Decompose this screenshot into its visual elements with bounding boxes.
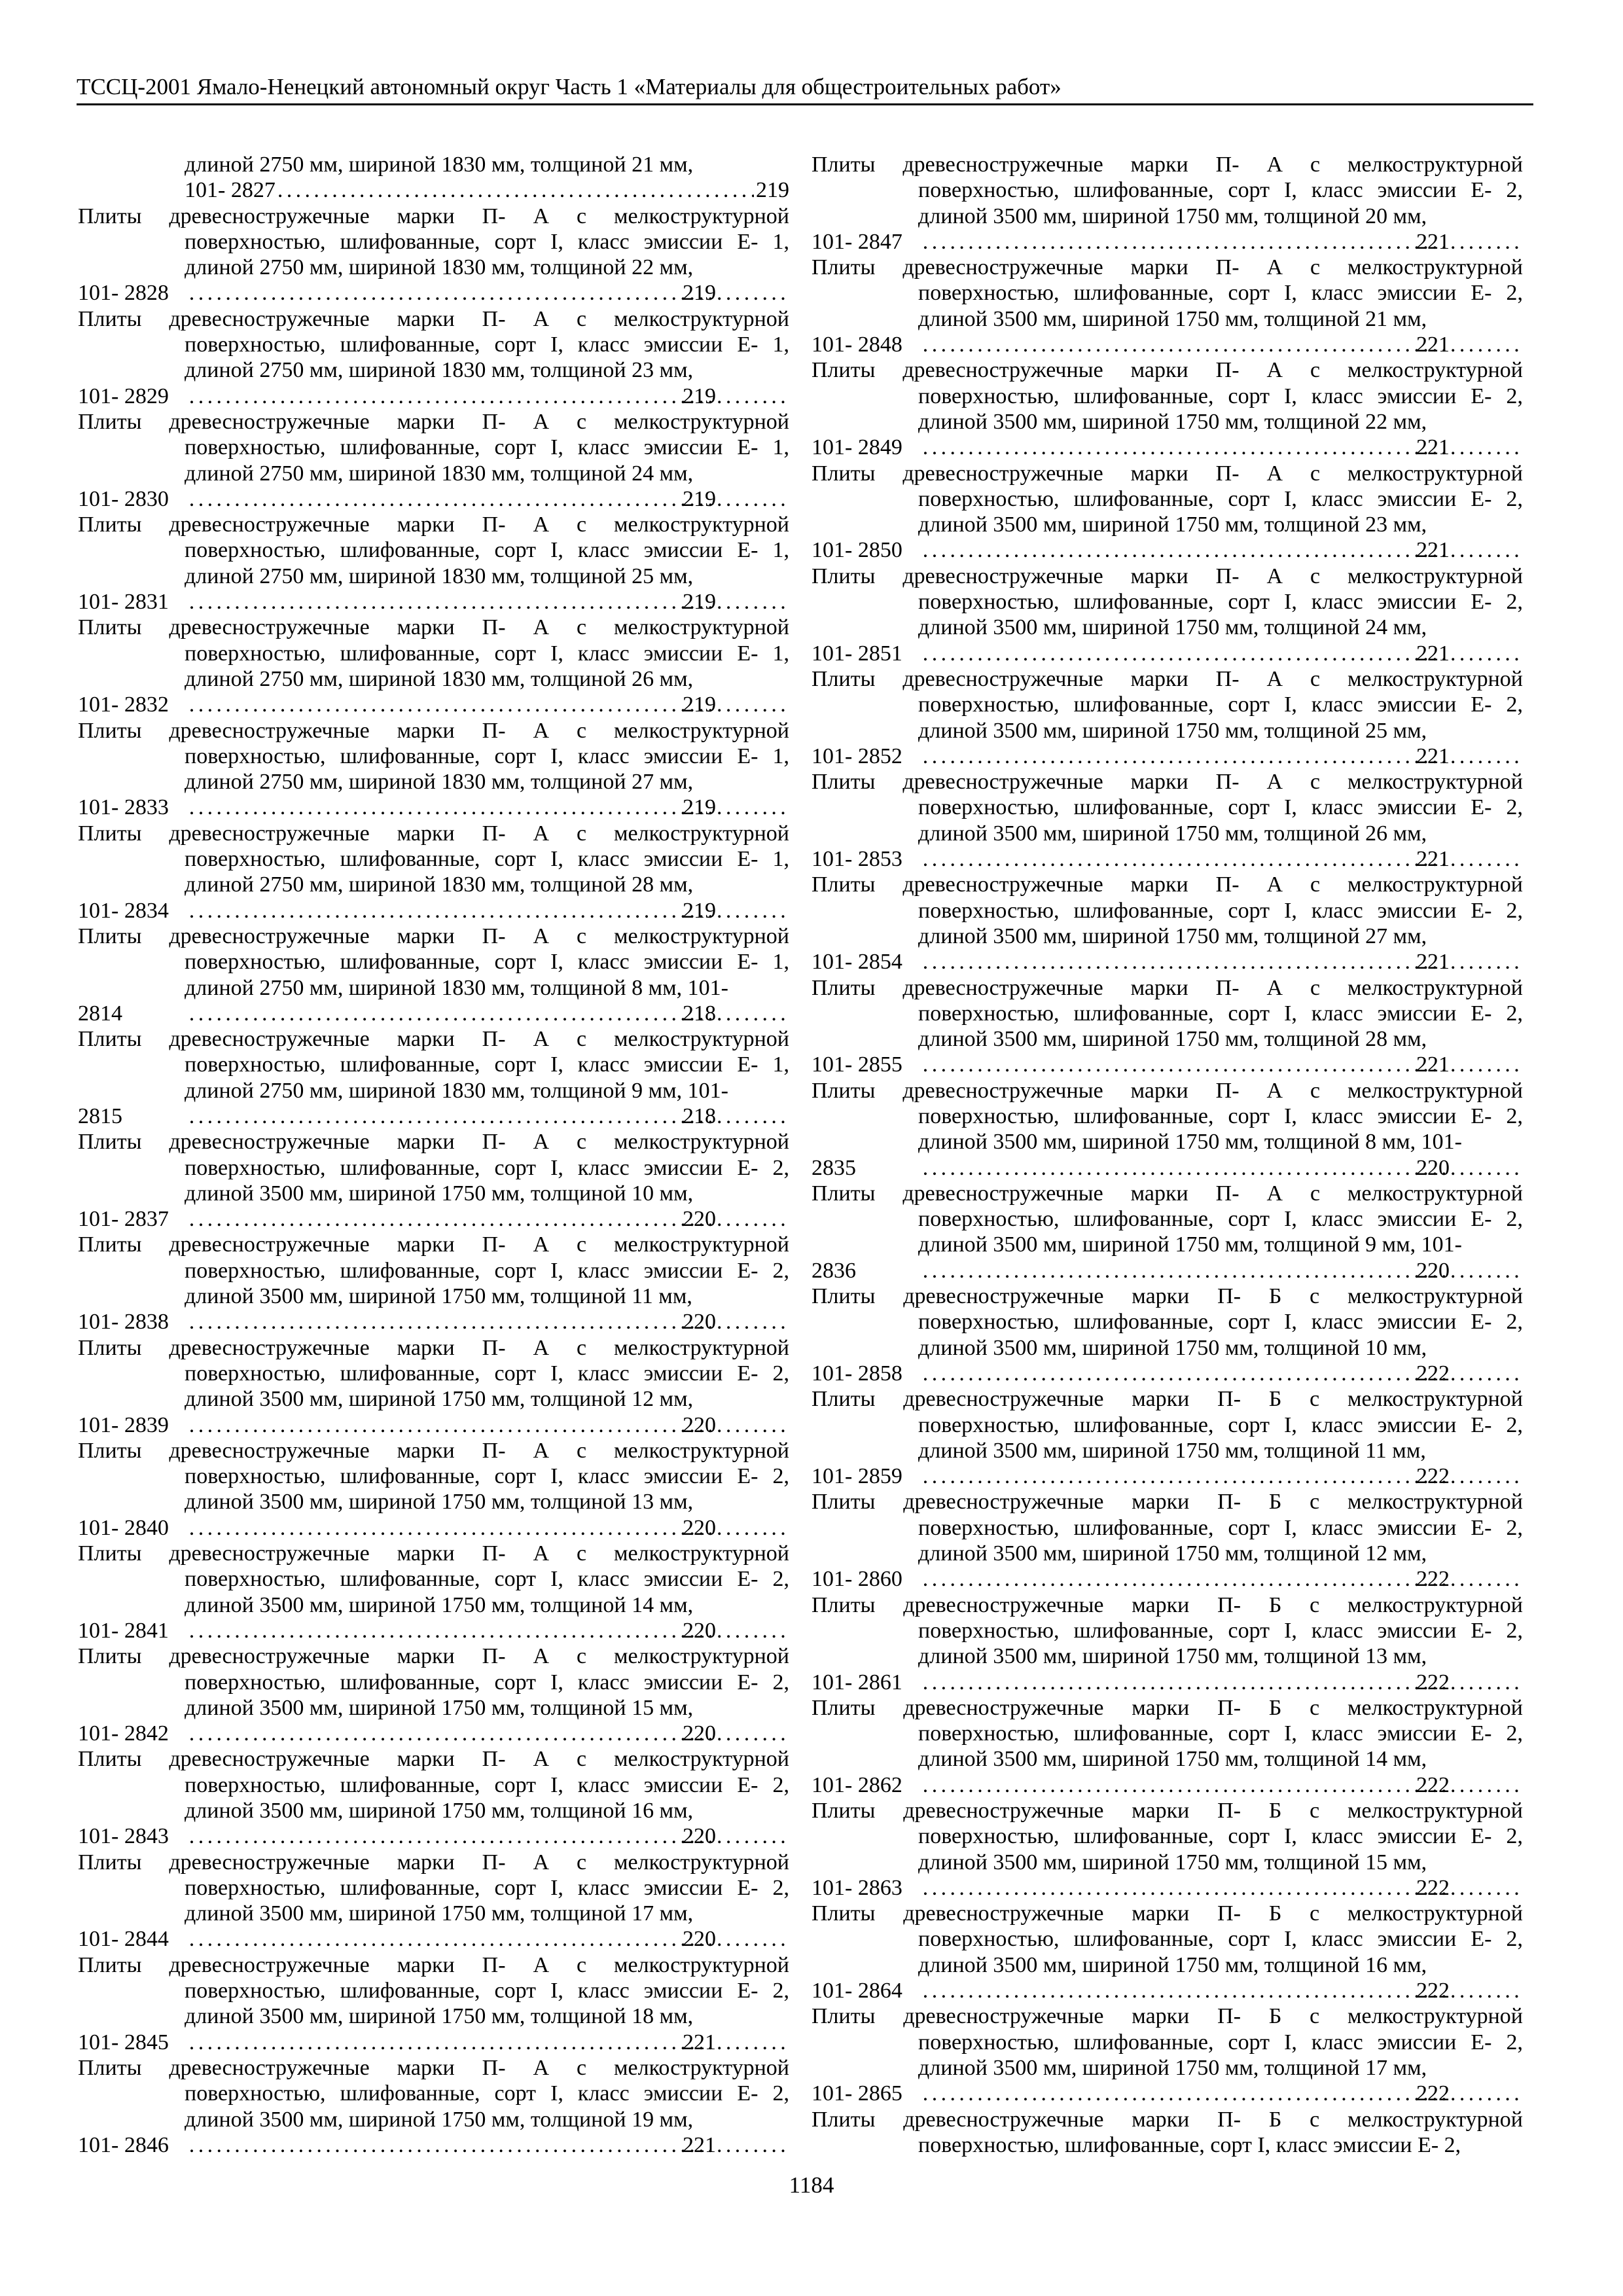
entry-reference-line: 101- 2832 ..... 219 <box>185 692 789 717</box>
entry-description: Плиты древесностружечные марки П- А с мелкоструктурной поверхностью, шлифованные, сорт I, класс эмиссии Е- 2, длиной 3500 мм, шириной 1750 мм, толщиной 28 мм, <box>812 975 1523 1052</box>
entry-description: Плиты древесностружечные марки П- А с мелкоструктурной поверхностью, шлифованные, сорт I, класс эмиссии Е- 2, длиной 3500 мм, шириной 1750 мм, толщиной 16 мм, <box>78 1747 789 1823</box>
entry-reference-line: 101- 2839 ..... 220 <box>185 1412 789 1438</box>
index-entry <box>78 1850 789 1952</box>
index-entry <box>78 2055 789 2158</box>
page-number: 1184 <box>789 2172 834 2198</box>
entry-description: Плиты древесностружечные марки П- Б с мелкоструктурной поверхностью, шлифованные, сорт I, класс эмиссии Е- 2, длиной 3500 мм, шириной 1750 мм, толщиной 17 мм, <box>812 2004 1523 2080</box>
entry-description: Плиты древесностружечные марки П- А с мелкоструктурной поверхностью, шлифованные, сорт I, класс эмиссии Е- 2, длиной 3500 мм, шириной 1750 мм, толщиной 18 мм, <box>78 1952 789 2029</box>
entry-reference-line: 101- 2849 ..... 221 <box>918 435 1523 460</box>
entry-reference-line: 101- 2863 ..... 222 <box>918 1875 1523 1901</box>
entry-reference-line: 101- 2864 ..... 222 <box>918 1978 1523 2003</box>
entry-reference-line: 101- 2844 ..... 220 <box>185 1926 789 1952</box>
entry-description: Плиты древесностружечные марки П- А с мелкоструктурной поверхностью, шлифованные, сорт I, класс эмиссии Е- 1, длиной 2750 мм, шириной 1830 мм, толщиной 27 мм, <box>78 718 789 795</box>
index-entry <box>812 1386 1523 1489</box>
index-entry <box>812 1798 1523 1901</box>
index-entry <box>812 1695 1523 1798</box>
entry-reference-line: 101- 2854 ..... 221 <box>918 949 1523 975</box>
entry-description: Плиты древесностружечные марки П- А с мелкоструктурной поверхностью, шлифованные, сорт I, класс эмиссии Е- 2, длиной 3500 мм, шириной 1750 мм, толщиной 11 мм, <box>78 1232 789 1309</box>
entry-description: Плиты древесностружечные марки П- А с мелкоструктурной поверхностью, шлифованные, сорт I, класс эмиссии Е- 2, длиной 3500 мм, шириной 1750 мм, толщиной 10 мм, <box>78 1130 789 1206</box>
index-column-right <box>812 152 1523 2158</box>
entry-description: Плиты древесностружечные марки П- Б с мелкоструктурной поверхностью, шлифованные, сорт I, класс эмиссии Е- 2, <box>812 2107 1523 2157</box>
entry-reference-line: 101- 2852 ..... 221 <box>918 744 1523 769</box>
entry-reference-line: 101- 2851 ..... 221 <box>918 641 1523 666</box>
index-entry <box>812 2003 1523 2106</box>
index-entry <box>812 872 1523 975</box>
entry-description: Плиты древесностружечные марки П- А с мелкоструктурной поверхностью, шлифованные, сорт I, класс эмиссии Е- 2, длиной 3500 мм, шириной 1750 мм, толщиной 14 мм, <box>78 1541 789 1617</box>
index-entry <box>812 1181 1523 1283</box>
entry-description: Плиты древесностружечные марки П- А с мелкоструктурной поверхностью, шлифованные, сорт I, класс эмиссии Е- 1, длиной 2750 мм, шириной 1830 мм, толщиной 23 мм, <box>78 306 789 383</box>
index-entry <box>78 152 789 204</box>
entry-description: Плиты древесностружечные марки П- А с мелкоструктурной поверхностью, шлифованные, сорт I, класс эмиссии Е- 2, длиной 3500 мм, шириной 1750 мм, толщиной 8 мм, 101- <box>812 1078 1523 1155</box>
entry-reference-line: 101- 2846 ..... 221 <box>185 2132 789 2158</box>
entry-description: Плиты древесностружечные марки П- А с мелкоструктурной поверхностью, шлифованные, сорт I, класс эмиссии Е- 2, длиной 3500 мм, шириной 1750 мм, толщиной 9 мм, 101- <box>812 1181 1523 1257</box>
entry-reference-line: 101- 2838 ..... 220 <box>185 1309 789 1335</box>
entry-code: 101- 2827 <box>185 178 276 203</box>
entry-reference-line: 101- 2859 ..... 222 <box>918 1463 1523 1489</box>
index-entry <box>812 1901 1523 2003</box>
index-entry <box>78 718 789 821</box>
entry-reference-line: 2815 ..... 218 <box>185 1103 789 1129</box>
index-entry <box>812 666 1523 769</box>
entry-description: Плиты древесностружечные марки П- А с мелкоструктурной поверхностью, шлифованные, сорт I, класс эмиссии Е- 1, длиной 2750 мм, шириной 1830 мм, толщиной 22 мм, <box>78 204 789 280</box>
entry-reference-line: 2835 ..... 220 <box>918 1155 1523 1181</box>
index-entry <box>812 564 1523 666</box>
entry-description: Плиты древесностружечные марки П- А с мелкоструктурной поверхностью, шлифованные, сорт I, класс эмиссии Е- 2, длиной 3500 мм, шириной 1750 мм, толщиной 12 мм, <box>78 1335 789 1412</box>
entry-description: Плиты древесностружечные марки П- А с мелкоструктурной поверхностью, шлифованные, сорт I, класс эмиссии Е- 2, длиной 3500 мм, шириной 1750 мм, толщиной 17 мм, <box>78 1850 789 1926</box>
index-entry <box>812 2107 1523 2159</box>
entry-reference-line: 101- 2853 ..... 221 <box>918 846 1523 872</box>
running-header: ТССЦ-2001 Ямало-Ненецкий автономный округ Часть 1 «Материалы для общестроительных работ» <box>77 73 1533 105</box>
entry-reference-line: 101- 2841 ..... 220 <box>185 1618 789 1643</box>
entry-description: Плиты древесностружечные марки П- Б с мелкоструктурной поверхностью, шлифованные, сорт I, класс эмиссии Е- 2, длиной 3500 мм, шириной 1750 мм, толщиной 12 мм, <box>812 1490 1523 1566</box>
entry-description: длиной 2750 мм, шириной 1830 мм, толщиной 21 мм, <box>185 152 694 177</box>
entry-description: Плиты древесностружечные марки П- А с мелкоструктурной поверхностью, шлифованные, сорт I, класс эмиссии Е- 1, длиной 2750 мм, шириной 1830 мм, толщиной 24 мм, <box>78 409 789 486</box>
index-entry <box>812 1283 1523 1386</box>
index-entry <box>78 1643 789 1746</box>
entry-reference-line: 101- 2847 ..... 221 <box>918 229 1523 255</box>
index-entry <box>812 255 1523 357</box>
index-entry <box>78 1026 789 1129</box>
index-entry <box>812 1078 1523 1181</box>
entry-reference-line: 101- 2842 ..... 220 <box>185 1721 789 1746</box>
entry-reference-line <box>185 177 789 203</box>
index-entry <box>78 1952 789 2055</box>
index-entry <box>78 1438 789 1541</box>
entry-description: Плиты древесностружечные марки П- А с мелкоструктурной поверхностью, шлифованные, сорт I, класс эмиссии Е- 1, длиной 2750 мм, шириной 1830 мм, толщиной 9 мм, 101- <box>78 1027 789 1103</box>
index-entry <box>78 1335 789 1438</box>
index-entry <box>78 924 789 1026</box>
entry-reference-line: 101- 2848 ..... 221 <box>918 332 1523 357</box>
entry-description: Плиты древесностружечные марки П- Б с мелкоструктурной поверхностью, шлифованные, сорт I, класс эмиссии Е- 2, длиной 3500 мм, шириной 1750 мм, толщиной 13 мм, <box>812 1592 1523 1669</box>
entry-description: Плиты древесностружечные марки П- А с мелкоструктурной поверхностью, шлифованные, сорт I, класс эмиссии Е- 2, длиной 3500 мм, шириной 1750 мм, толщиной 15 мм, <box>78 1644 789 1720</box>
index-entry <box>78 1541 789 1643</box>
index-entry <box>812 152 1523 255</box>
entry-description: Плиты древесностружечные марки П- А с мелкоструктурной поверхностью, шлифованные, сорт I, класс эмиссии Е- 2, длиной 3500 мм, шириной 1750 мм, толщиной 23 мм, <box>812 461 1523 537</box>
entry-description: Плиты древесностружечные марки П- А с мелкоструктурной поверхностью, шлифованные, сорт I, класс эмиссии Е- 2, длиной 3500 мм, шириной 1750 мм, толщиной 22 мм, <box>812 358 1523 434</box>
entry-reference-line: 101- 2831 ..... 219 <box>185 589 789 615</box>
entry-description: Плиты древесностружечные марки П- А с мелкоструктурной поверхностью, шлифованные, сорт I, класс эмиссии Е- 2, длиной 3500 мм, шириной 1750 мм, толщиной 24 мм, <box>812 564 1523 640</box>
entry-reference-line: 101- 2829 ..... 219 <box>185 384 789 409</box>
entry-description: Плиты древесностружечные марки П- А с мелкоструктурной поверхностью, шлифованные, сорт I, класс эмиссии Е- 2, длиной 3500 мм, шириной 1750 мм, толщиной 20 мм, <box>812 152 1523 228</box>
entry-reference-line: 2814 ..... 218 <box>185 1001 789 1026</box>
entry-description: Плиты древесностружечные марки П- Б с мелкоструктурной поверхностью, шлифованные, сорт I, класс эмиссии Е- 2, длиной 3500 мм, шириной 1750 мм, толщиной 14 мм, <box>812 1695 1523 1772</box>
entry-description: Плиты древесностружечные марки П- Б с мелкоструктурной поверхностью, шлифованные, сорт I, класс эмиссии Е- 2, длиной 3500 мм, шириной 1750 мм, толщиной 15 мм, <box>812 1799 1523 1874</box>
entry-reference-line: 101- 2858 ..... 222 <box>918 1361 1523 1386</box>
entry-description: Плиты древесностружечные марки П- Б с мелкоструктурной поверхностью, шлифованные, сорт I, класс эмиссии Е- 2, длиной 3500 мм, шириной 1750 мм, толщиной 10 мм, <box>812 1284 1523 1360</box>
index-entry <box>812 461 1523 564</box>
index-entry <box>78 409 789 512</box>
index-entry <box>812 769 1523 872</box>
entry-reference-line: 101- 2860 ..... 222 <box>918 1566 1523 1592</box>
entry-reference-line: 101- 2840 ..... 220 <box>185 1515 789 1541</box>
entry-reference-line: 101- 2843 ..... 220 <box>185 1823 789 1849</box>
entry-reference-line: 101- 2834 ..... 219 <box>185 898 789 924</box>
dot-leader <box>277 177 754 203</box>
entry-description: Плиты древесностружечные марки П- А с мелкоструктурной поверхностью, шлифованные, сорт I, класс эмиссии Е- 2, длиной 3500 мм, шириной 1750 мм, толщиной 13 мм, <box>78 1438 789 1515</box>
entry-description: Плиты древесностружечные марки П- А с мелкоструктурной поверхностью, шлифованные, сорт I, класс эмиссии Е- 1, длиной 2750 мм, шириной 1830 мм, толщиной 26 мм, <box>78 615 789 691</box>
index-entry <box>812 1592 1523 1695</box>
index-entry <box>812 1489 1523 1592</box>
index-entry <box>78 1129 789 1232</box>
index-entry <box>78 615 789 717</box>
entry-description: Плиты древесностружечные марки П- А с мелкоструктурной поверхностью, шлифованные, сорт I, класс эмиссии Е- 2, длиной 3500 мм, шириной 1750 мм, толщиной 21 мм, <box>812 255 1523 331</box>
entry-description: Плиты древесностружечные марки П- А с мелкоструктурной поверхностью, шлифованные, сорт I, класс эмиссии Е- 2, длиной 3500 мм, шириной 1750 мм, толщиной 25 мм, <box>812 666 1523 743</box>
index-entry <box>78 1232 789 1335</box>
index-entry <box>78 1746 789 1849</box>
index-entry <box>78 306 789 409</box>
index-entry <box>78 204 789 306</box>
index-entry <box>78 821 789 924</box>
entry-description: Плиты древесностружечные марки П- А с мелкоструктурной поверхностью, шлифованные, сорт I, класс эмиссии Е- 1, длиной 2750 мм, шириной 1830 мм, толщиной 8 мм, 101- <box>78 924 789 1000</box>
entry-description: Плиты древесностружечные марки П- А с мелкоструктурной поверхностью, шлифованные, сорт I, класс эмиссии Е- 2, длиной 3500 мм, шириной 1750 мм, толщиной 26 мм, <box>812 770 1523 846</box>
entry-reference-line: 101- 2833 ..... 219 <box>185 795 789 820</box>
entry-reference-line: 101- 2862 ..... 222 <box>918 1772 1523 1798</box>
entry-description: Плиты древесностружечные марки П- А с мелкоструктурной поверхностью, шлифованные, сорт I, класс эмиссии Е- 2, длиной 3500 мм, шириной 1750 мм, толщиной 19 мм, <box>78 2055 789 2132</box>
entry-reference-line: 101- 2865 ..... 222 <box>918 2081 1523 2106</box>
entry-reference-line: 101- 2850 ..... 221 <box>918 537 1523 563</box>
entry-description: Плиты древесностружечные марки П- Б с мелкоструктурной поверхностью, шлифованные, сорт I, класс эмиссии Е- 2, длиной 3500 мм, шириной 1750 мм, толщиной 16 мм, <box>812 1901 1523 1977</box>
entry-reference-line: 101- 2828 ..... 219 <box>185 280 789 306</box>
entry-reference-line: 101- 2845 ..... 221 <box>185 2030 789 2055</box>
index-column-left <box>78 152 789 2158</box>
entry-reference-line: 101- 2830 ..... 219 <box>185 486 789 512</box>
entry-description: Плиты древесностружечные марки П- А с мелкоструктурной поверхностью, шлифованные, сорт I, класс эмиссии Е- 2, длиной 3500 мм, шириной 1750 мм, толщиной 27 мм, <box>812 872 1523 948</box>
index-entry <box>812 357 1523 460</box>
entry-description: Плиты древесностружечные марки П- А с мелкоструктурной поверхностью, шлифованные, сорт I, класс эмиссии Е- 1, длиной 2750 мм, шириной 1830 мм, толщиной 28 мм, <box>78 821 789 897</box>
entry-description: Плиты древесностружечные марки П- Б с мелкоструктурной поверхностью, шлифованные, сорт I, класс эмиссии Е- 2, длиной 3500 мм, шириной 1750 мм, толщиной 11 мм, <box>812 1387 1523 1463</box>
index-entry <box>812 975 1523 1078</box>
entry-reference-line: 101- 2861 ..... 222 <box>918 1670 1523 1695</box>
entry-description: Плиты древесностружечные марки П- А с мелкоструктурной поверхностью, шлифованные, сорт I, класс эмиссии Е- 1, длиной 2750 мм, шириной 1830 мм, толщиной 25 мм, <box>78 512 789 588</box>
index-entry <box>78 512 789 615</box>
entry-reference-line: 101- 2855 ..... 221 <box>918 1052 1523 1077</box>
entry-reference-line: 101- 2837 ..... 220 <box>185 1206 789 1232</box>
entry-page-number: 219 <box>756 178 789 203</box>
entry-reference-line: 2836 ..... 220 <box>918 1258 1523 1283</box>
